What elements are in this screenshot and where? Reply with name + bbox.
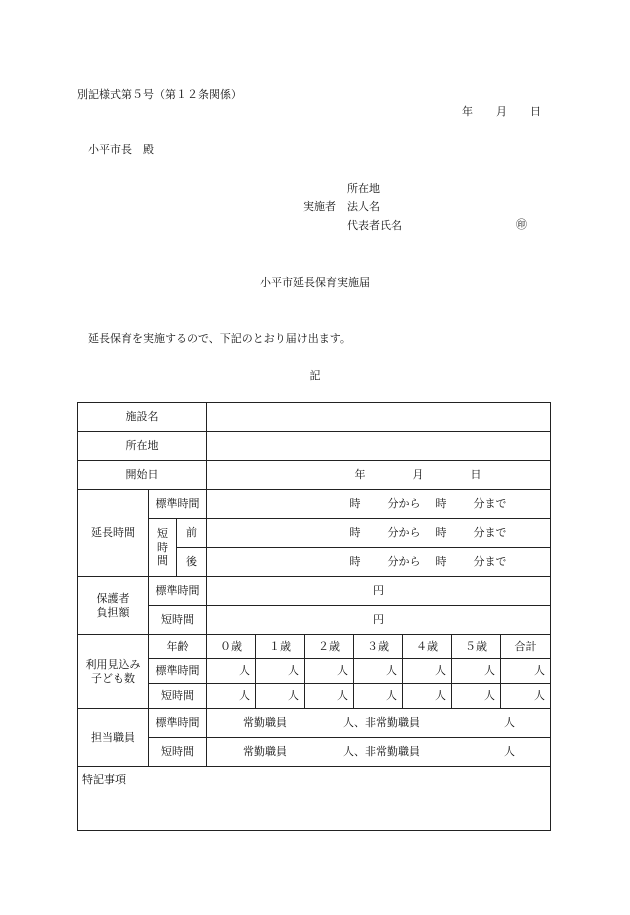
count-cell[interactable]: 人 (256, 684, 305, 709)
staff-short-field[interactable] (207, 738, 551, 767)
fulltime-label: 常勤職員 (243, 745, 288, 759)
start-month: 月 (412, 468, 424, 482)
burden-standard-label: 標準時間 (149, 577, 207, 606)
from-label: 分から (387, 526, 421, 540)
short-time-vertical-label: 短 時 間 (149, 519, 177, 577)
representative-label: 代表者氏名 (347, 219, 402, 232)
burden-short-label: 短時間 (149, 606, 207, 635)
hour-label: 時 (349, 555, 361, 569)
start-year: 年 (354, 468, 366, 482)
short-before-field[interactable] (207, 519, 551, 548)
applicant-role-label: 実施者 (303, 200, 336, 213)
location-label: 所在地 (78, 432, 207, 461)
standard-time-field[interactable] (207, 490, 551, 519)
standard-time-label: 標準時間 (149, 490, 207, 519)
short-after-field[interactable] (207, 548, 551, 577)
person-label: 人 (504, 745, 516, 759)
hour2-label: 時 (435, 526, 447, 540)
address-label: 所在地 (347, 182, 380, 195)
age-header: ２歳 (305, 635, 354, 659)
facility-name-label: 施設名 (78, 403, 207, 432)
after-label: 後 (177, 548, 207, 577)
ki-label: 記 (309, 369, 321, 382)
start-date-field[interactable] (207, 461, 551, 490)
from-label: 分から (387, 555, 421, 569)
until-label: 分まで (473, 526, 507, 540)
form-number: 別記様式第５号（第１２条関係） (77, 88, 242, 101)
count-cell[interactable]: 人 (452, 684, 501, 709)
age-label: 年齢 (149, 635, 207, 659)
count-cell[interactable]: 人 (305, 684, 354, 709)
age-header: ０歳 (207, 635, 256, 659)
count-cell[interactable]: 人 (305, 659, 354, 684)
children-standard-label: 標準時間 (149, 659, 207, 684)
guardian-burden-label: 保護者 負担額 (78, 577, 149, 635)
facility-name-field[interactable] (207, 403, 551, 432)
special-notes-label: 特記事項 (82, 773, 126, 786)
count-cell[interactable]: 人 (501, 659, 551, 684)
before-label: 前 (177, 519, 207, 548)
count-cell[interactable]: 人 (207, 684, 256, 709)
until-label: 分まで (473, 497, 507, 511)
special-notes-field[interactable] (78, 767, 551, 831)
hour-label: 時 (349, 497, 361, 511)
age-header: ４歳 (403, 635, 452, 659)
burden-standard-field[interactable] (207, 577, 551, 606)
count-cell[interactable]: 人 (403, 684, 452, 709)
hour2-label: 時 (435, 497, 447, 511)
yen-label: 円 (373, 584, 385, 598)
staff-standard-field[interactable] (207, 709, 551, 738)
intro-text: 延長保育を実施するので、下記のとおり届け出ます。 (88, 332, 351, 345)
seal-mark: ㊞ (516, 218, 527, 231)
age-header: １歳 (256, 635, 305, 659)
age-header: ５歳 (452, 635, 501, 659)
count-cell[interactable]: 人 (354, 684, 403, 709)
staff-label: 担当職員 (78, 709, 149, 767)
person-label: 人 (504, 716, 516, 730)
fulltime-label: 常勤職員 (243, 716, 288, 730)
parttime-label: 人、非常勤職員 (343, 716, 421, 730)
from-label: 分から (387, 497, 421, 511)
count-cell[interactable]: 人 (354, 659, 403, 684)
date-day-label: 日 (530, 105, 541, 118)
age-header-total: 合計 (501, 635, 551, 659)
age-header: ３歳 (354, 635, 403, 659)
count-cell[interactable]: 人 (501, 684, 551, 709)
count-cell[interactable]: 人 (256, 659, 305, 684)
until-label: 分まで (473, 555, 507, 569)
extension-time-label: 延長時間 (78, 490, 149, 577)
hour-label: 時 (349, 526, 361, 540)
location-field[interactable] (207, 432, 551, 461)
count-cell[interactable]: 人 (207, 659, 256, 684)
document-title: 小平市延長保育実施届 (260, 276, 370, 289)
count-cell[interactable]: 人 (403, 659, 452, 684)
date-month-label: 月 (496, 105, 507, 118)
hour2-label: 時 (435, 555, 447, 569)
addressee: 小平市長 殿 (88, 143, 154, 156)
corp-name-label: 法人名 (347, 200, 380, 213)
start-date-label: 開始日 (78, 461, 207, 490)
parttime-label: 人、非常勤職員 (343, 745, 421, 759)
children-short-label: 短時間 (149, 684, 207, 709)
report-table (77, 402, 551, 831)
count-cell[interactable]: 人 (452, 659, 501, 684)
start-day: 日 (470, 468, 482, 482)
date-year-label: 年 (462, 105, 473, 118)
staff-standard-label: 標準時間 (149, 709, 207, 738)
burden-short-field[interactable] (207, 606, 551, 635)
expected-children-label: 利用見込み 子ども数 (78, 635, 149, 709)
yen-label: 円 (373, 613, 385, 627)
staff-short-label: 短時間 (149, 738, 207, 767)
